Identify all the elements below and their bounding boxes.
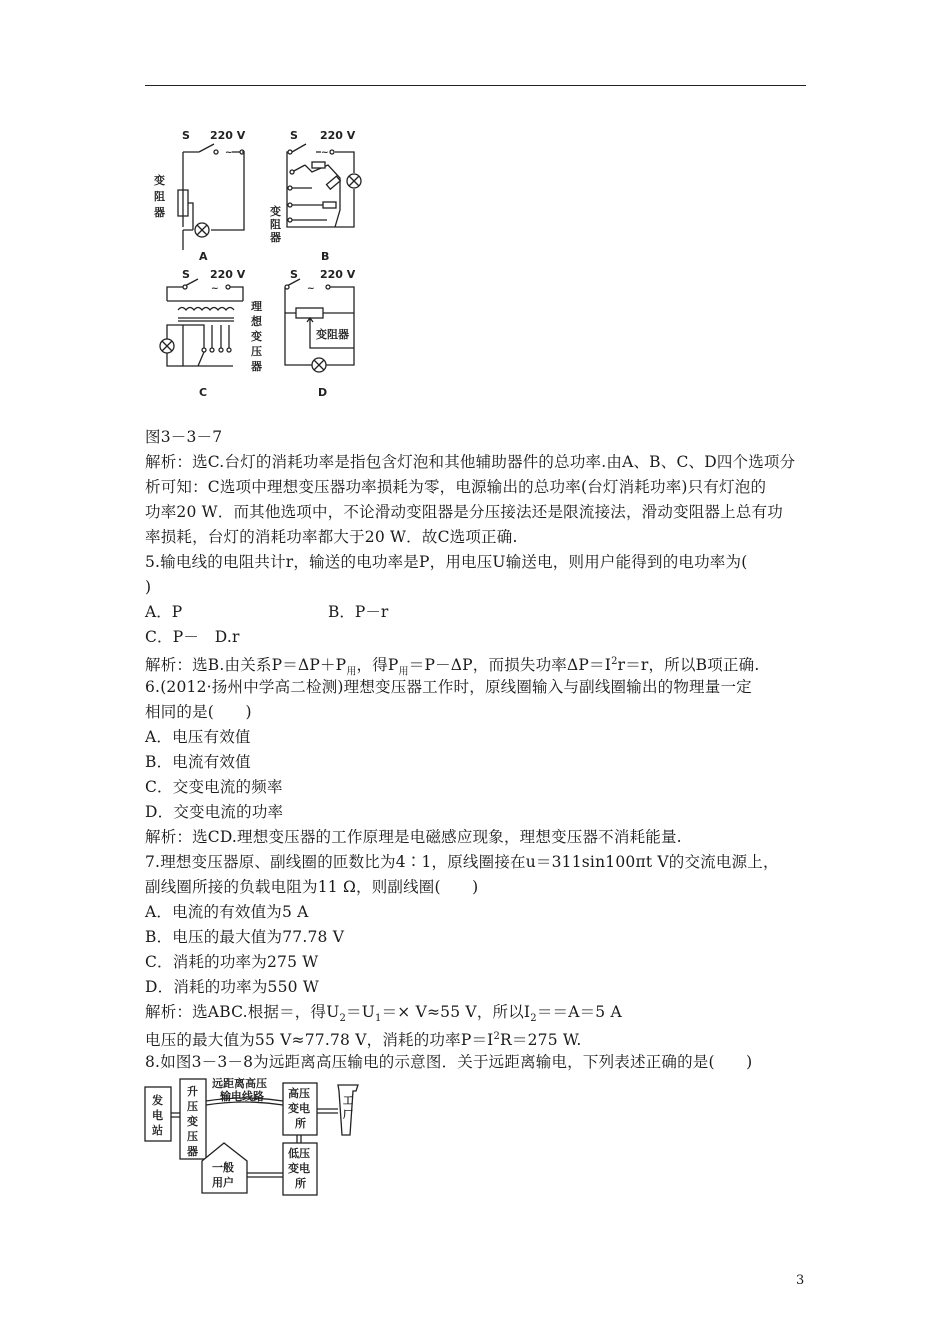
- q5-analysis-part: ，得P: [356, 656, 399, 675]
- line-label: 输电线路: [220, 1090, 264, 1103]
- superscript: 2: [611, 656, 618, 667]
- step-up-char: 压: [187, 1130, 198, 1143]
- question-7-stem: 7.理想变压器原、副线圈的匝数比为4∶1，原线圈接在u＝311sin100πt V的交流电源上，: [145, 853, 779, 871]
- question-5-stem: ): [145, 578, 152, 596]
- circuit-d-caption: D: [318, 386, 328, 399]
- circuit-c-switch: S: [182, 268, 190, 281]
- subscript: 1: [375, 1013, 382, 1025]
- q7-option-b: B．电压的最大值为77.78 V: [145, 928, 345, 946]
- user-label: 用户: [212, 1176, 234, 1189]
- transmission-diagram: [140, 1075, 380, 1200]
- circuit-c-tr-5: 器: [251, 360, 262, 373]
- hv-sub-label: 所: [295, 1117, 306, 1130]
- circuit-b-voltage: 220 V: [320, 129, 356, 142]
- circuit-b-rheo-2: 阻: [270, 218, 281, 231]
- question-5-stem: 5.输电线的电阻共计r，输送的电功率是P，用电压U输送电，则用户能得到的电功率为(: [145, 553, 748, 571]
- q7-option-d: D．消耗的功率为550 W: [145, 978, 319, 996]
- q7-analysis-part: 电压的最大值为55 V≈77.78 V，消耗的功率P＝I: [145, 1031, 494, 1050]
- question-8-stem: 8.如图3－3－8为远距离高压输电的示意图．关于远距离输电，下列表述正确的是( ): [145, 1053, 753, 1071]
- factory-char: 厂: [343, 1110, 353, 1121]
- q6-option-c: C．交变电流的频率: [145, 778, 283, 796]
- q7-analysis: [145, 1002, 622, 1029]
- step-up-char: 器: [187, 1145, 198, 1158]
- circuit-c-tr-2: 想: [251, 315, 262, 328]
- circuit-b-ac: ~: [321, 148, 329, 158]
- q5-analysis-part: ＝P－ΔP，而损失功率ΔP＝I: [408, 656, 612, 675]
- question-7-stem: 副线圈所接的负载电阻为11 Ω，则副线圈( ): [145, 878, 479, 896]
- lv-sub-label: 所: [295, 1177, 306, 1190]
- q5-option-cd: C．P－ D.r: [145, 628, 240, 646]
- q7-analysis-part: ＝＝A＝5 A: [536, 1003, 622, 1021]
- circuit-c-tr-3: 变: [251, 330, 262, 343]
- circuit-a-rheo-2: 阻: [154, 190, 165, 203]
- q6-option-b: B．电流有效值: [145, 753, 251, 771]
- circuit-c-voltage: 220 V: [210, 268, 246, 281]
- step-up-char: 变: [187, 1115, 198, 1128]
- q7-analysis: [145, 1027, 581, 1050]
- q6-option-d: D．交变电流的功率: [145, 803, 284, 821]
- analysis-line: 解析：选C.台灯的消耗功率是指包含灯泡和其他辅助器件的总功率.由A、B、C、D四个选项分: [145, 453, 796, 471]
- hv-sub-label: 高压: [288, 1087, 310, 1100]
- circuit-a-caption: A: [199, 250, 208, 263]
- q7-analysis-part: ＝U: [346, 1003, 376, 1021]
- circuit-d-rheostat: 变阻器: [316, 328, 349, 341]
- circuit-a-voltage: 220 V: [210, 129, 246, 142]
- header-rule: [145, 85, 806, 86]
- hv-sub-label: 变电: [288, 1102, 310, 1115]
- subscript: 用: [398, 666, 409, 678]
- step-up-char: 升: [187, 1085, 198, 1098]
- circuit-c-tr-1: 理: [251, 300, 262, 313]
- factory-char: 工: [343, 1096, 353, 1107]
- circuit-b-switch: S: [290, 129, 298, 142]
- subscript: 2: [339, 1013, 347, 1025]
- line-label: 远距离高压: [212, 1077, 267, 1090]
- step-up-char: 压: [187, 1100, 198, 1113]
- q7-option-c: C．消耗的功率为275 W: [145, 953, 319, 971]
- q7-analysis-part: ＝× V≈55 V，所以I: [381, 1003, 531, 1021]
- analysis-line: 率损耗，台灯的消耗功率都大于20 W．故C选项正确.: [145, 528, 518, 546]
- subscript: 用: [346, 666, 357, 678]
- circuit-b-rheo-1: 变: [270, 205, 281, 218]
- circuit-b-caption: B: [321, 250, 330, 263]
- circuit-a-switch: S: [182, 129, 190, 142]
- q7-analysis-part: R＝275 W.: [500, 1031, 582, 1050]
- circuit-d-voltage: 220 V: [320, 268, 356, 281]
- q7-analysis-part: 解析：选ABC.根据＝，得U: [145, 1003, 340, 1021]
- question-6-stem: 6.(2012·扬州中学高二检测)理想变压器工作时，原线圈输入与副线圈输出的物理量一定: [145, 678, 752, 696]
- plant-char: 站: [152, 1124, 163, 1137]
- q6-analysis: 解析：选CD.理想变压器的工作原理是电磁感应现象，理想变压器不消耗能量.: [145, 828, 682, 846]
- q5-analysis-part: r＝r，所以B项正确.: [617, 656, 760, 675]
- lv-sub-label: 低压: [288, 1147, 310, 1160]
- circuit-a-rheo-1: 变: [154, 174, 165, 187]
- q6-option-a: A．电压有效值: [145, 728, 251, 746]
- q5-analysis-part: 解析：选B.由关系P＝ΔP＋P: [145, 656, 347, 675]
- user-label: 一般: [212, 1161, 234, 1174]
- page-number: 3: [796, 1273, 805, 1288]
- subscript: 2: [530, 1013, 537, 1025]
- circuit-d-switch: S: [290, 268, 298, 281]
- circuit-a-rheo-3: 器: [154, 206, 165, 219]
- circuit-b-rheo-3: 器: [270, 231, 281, 244]
- circuit-a-ac: ~: [225, 148, 233, 158]
- figure-caption: 图3－3－7: [145, 428, 223, 446]
- plant-char: 电: [152, 1109, 163, 1122]
- q5-option-a: A．P: [145, 603, 183, 621]
- question-6-stem: 相同的是( ): [145, 703, 252, 721]
- circuit-c-ac: ~: [211, 284, 219, 294]
- superscript: 2: [493, 1031, 501, 1042]
- analysis-line: 析可知：C选项中理想变压器功率损耗为零，电源输出的总功率(台灯消耗功率)只有灯泡的: [145, 478, 767, 496]
- circuit-c-tr-4: 压: [251, 345, 262, 358]
- lv-sub-label: 变电: [288, 1162, 310, 1175]
- circuit-figure: [140, 120, 380, 410]
- circuit-c-caption: C: [199, 386, 208, 399]
- plant-char: 发: [152, 1094, 163, 1107]
- q5-option-b: B．P－r: [328, 603, 389, 621]
- circuit-d-ac: ~: [307, 284, 315, 294]
- q7-option-a: A．电流的有效值为5 A: [145, 903, 309, 921]
- analysis-line: 功率20 W．而其他选项中，不论滑动变阻器是分压接法还是限流接法，滑动变阻器上总有功: [145, 503, 783, 521]
